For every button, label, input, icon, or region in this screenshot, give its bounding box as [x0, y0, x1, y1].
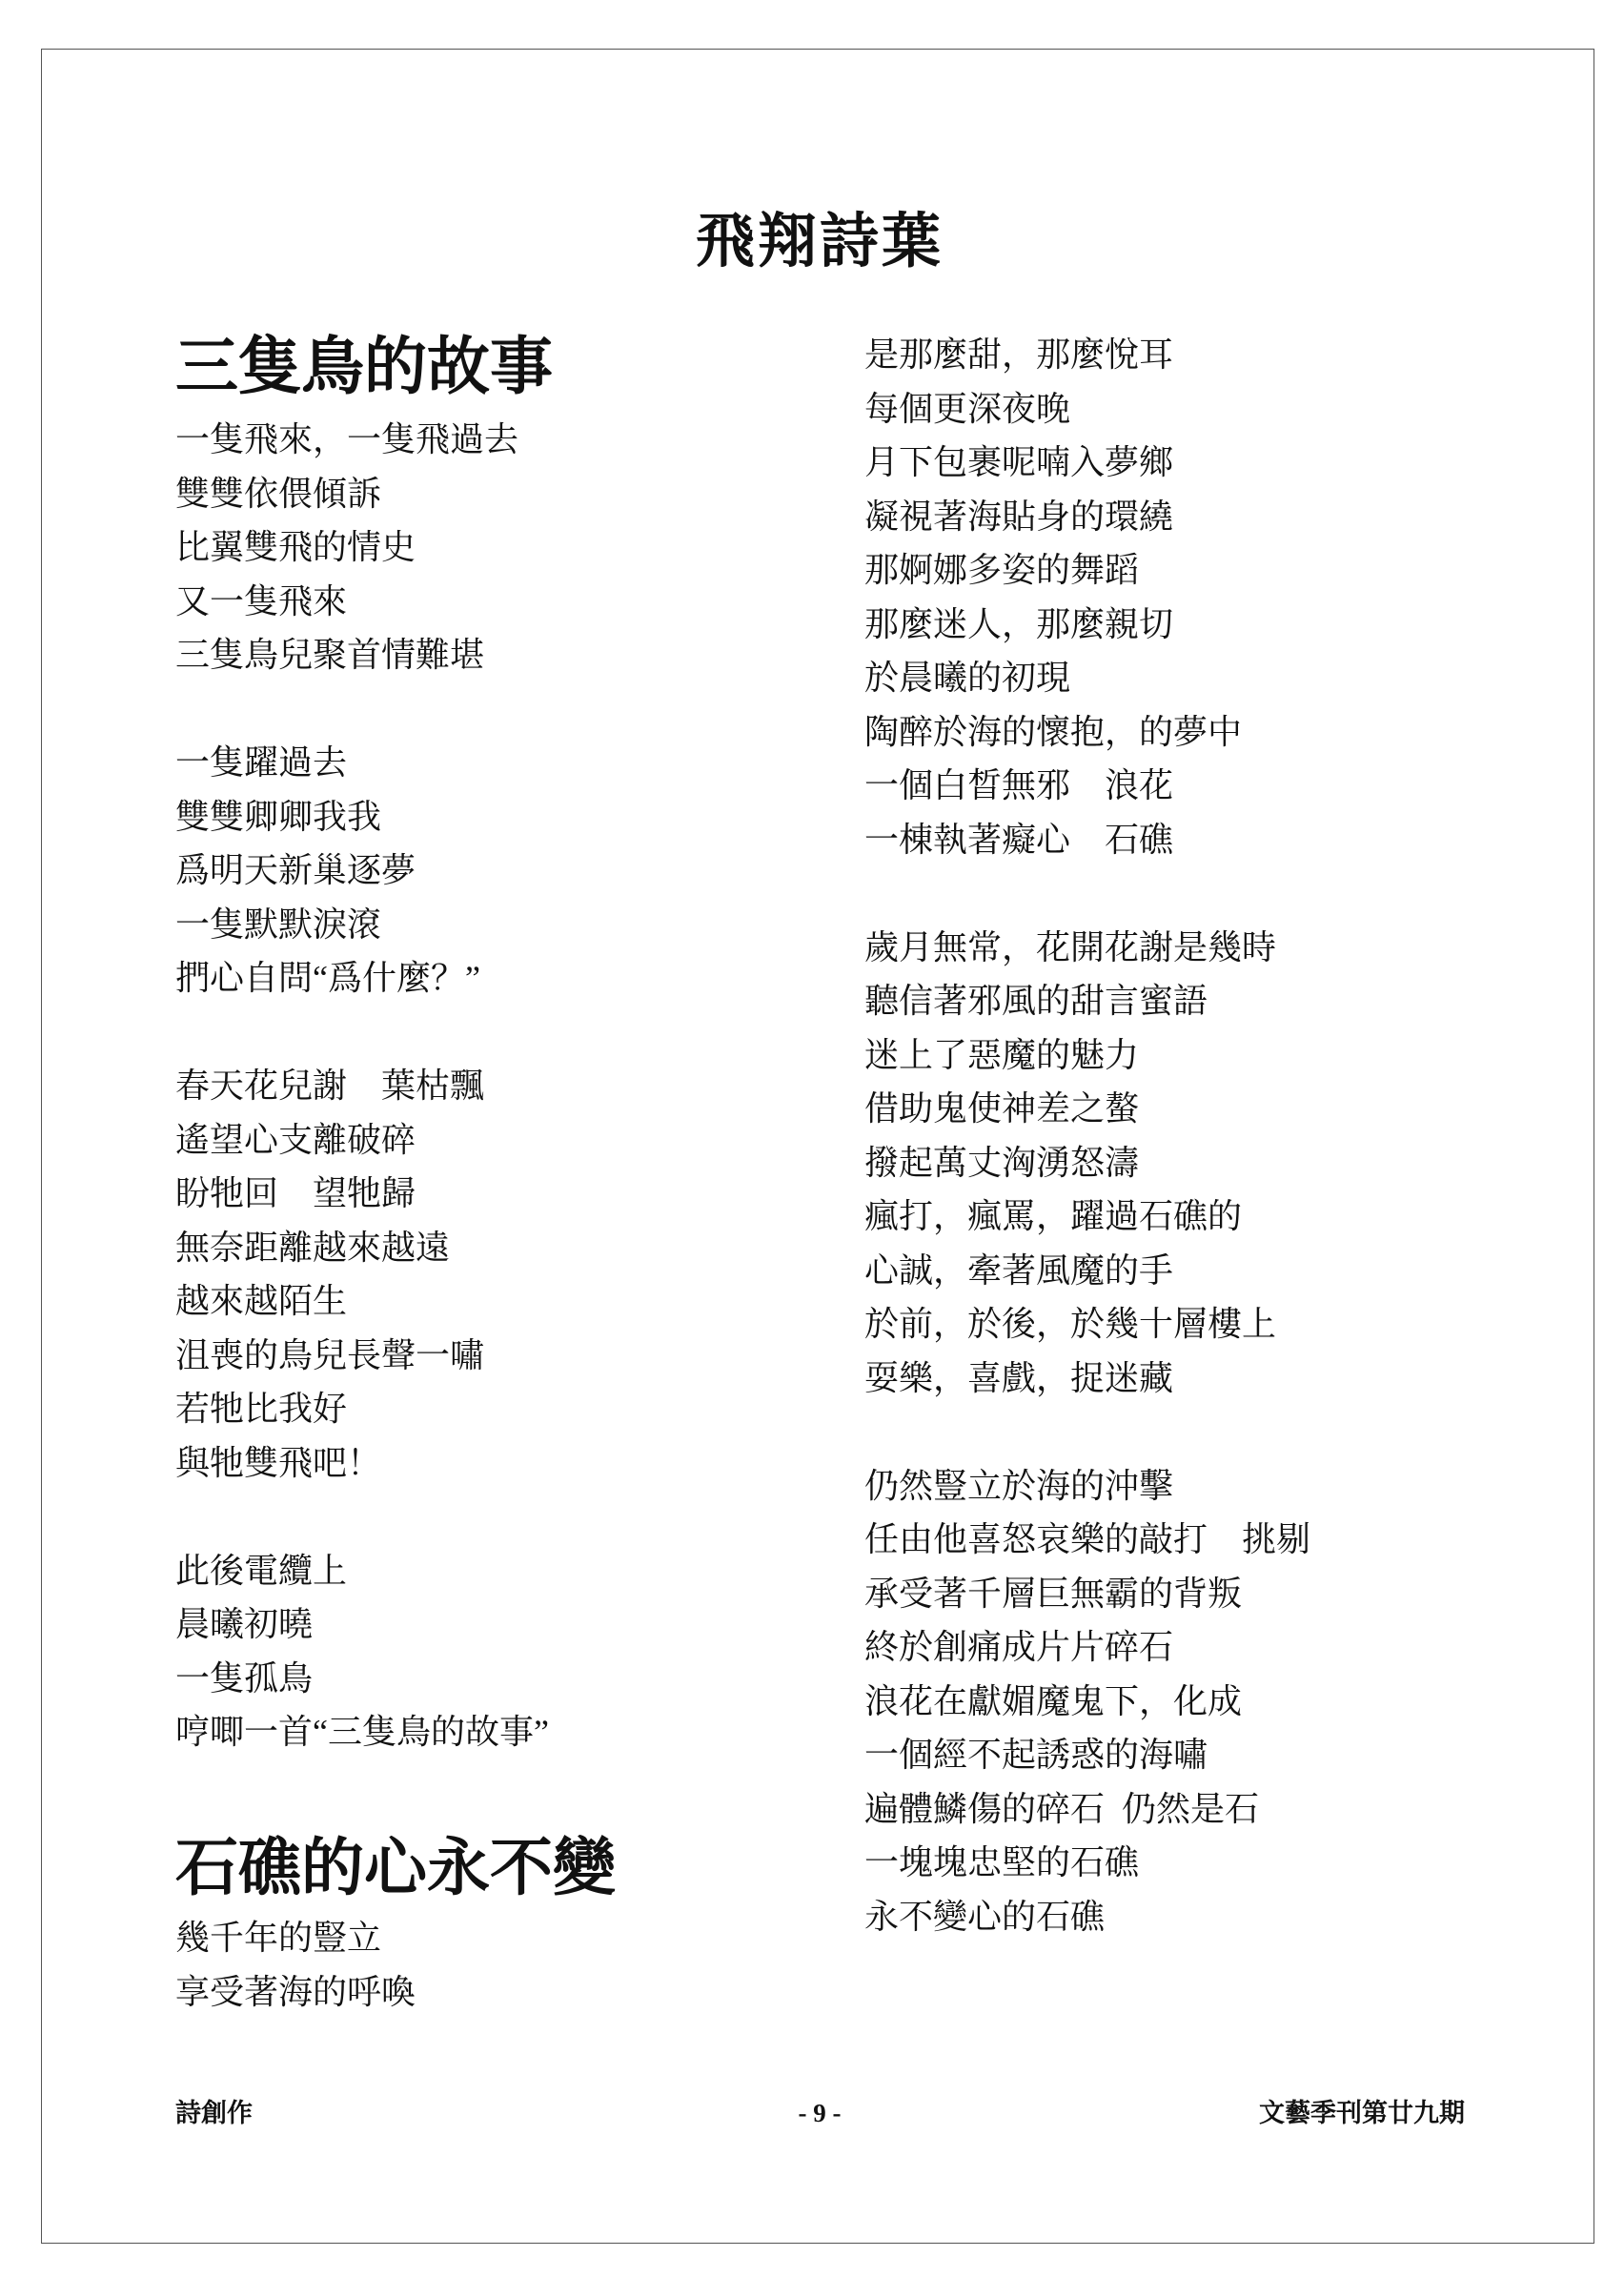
- stanza-break: [175, 682, 549, 737]
- poem-line: 越來越陌生: [175, 1282, 348, 1320]
- publication-name: 文藝季刊第廿九期: [1259, 2099, 1465, 2127]
- stanza-break: [864, 1405, 1310, 1459]
- poem-line: 是那麼甜，那麼悅耳: [864, 335, 1174, 374]
- poem-line: 任由他喜怒哀樂的敲打 挑剔: [864, 1520, 1311, 1558]
- poem-line: 晨曦初曉: [175, 1605, 314, 1643]
- poem-line: 借助鬼使神差之螯: [864, 1089, 1140, 1128]
- poem-line: 一隻默默淚滾: [175, 905, 382, 944]
- poem-line: 雙雙卿卿我我: [175, 797, 382, 836]
- footer-section-label: 詩創作: [175, 2099, 253, 2127]
- poem-line: 終於創痛成片片碎石: [864, 1628, 1174, 1666]
- poem-line: 哼唧一首“三隻鳥的故事”: [175, 1713, 549, 1751]
- poem-line: 仍然豎立於海的沖擊: [864, 1466, 1174, 1505]
- poem-line: 於前，於後，於幾十層樓上: [864, 1305, 1277, 1343]
- poem-line: 與牠雙飛吧！: [175, 1443, 382, 1482]
- poem-line: 瘋打，瘋罵，躍過石礁的: [864, 1197, 1243, 1235]
- poem-line: 一隻躍過去: [175, 743, 348, 782]
- poem-line: 每個更深夜晚: [864, 389, 1071, 428]
- poem-line: 撥起萬丈洶湧怒濤: [864, 1143, 1140, 1182]
- stanza-break: [175, 1006, 549, 1060]
- poem-line: 遍體鱗傷的碎石 仍然是石: [864, 1789, 1260, 1828]
- poem-line: 三隻鳥兒聚首情難堪: [175, 636, 485, 674]
- poem-body-right: [864, 328, 1310, 1943]
- stanza-break: [175, 1490, 549, 1544]
- poem-line: 無奈距離越來越遠: [175, 1228, 451, 1267]
- poem-line: 遙望心支離破碎: [175, 1120, 416, 1159]
- poem-line: 一棟執著癡心 石礁: [864, 820, 1174, 859]
- poem-line: 陶醉於海的懷抱，的夢中: [864, 712, 1243, 751]
- poem-line: 迷上了惡魔的魅力: [864, 1035, 1140, 1074]
- poem-line: 歲月無常，花開花謝是幾時: [864, 927, 1277, 966]
- poem-line: 那麼迷人，那麼親切: [864, 604, 1174, 643]
- poem-line: 幾千年的豎立: [175, 1919, 382, 1957]
- poem-line: 此後電纜上: [175, 1551, 348, 1590]
- stanza-break: [864, 866, 1310, 921]
- poem-line: 那婀娜多姿的舞蹈: [864, 551, 1140, 589]
- poem-line: 享受著海的呼喚: [175, 1972, 416, 2011]
- poem-line: 爲明天新巢逐夢: [175, 851, 416, 889]
- poem-line: 捫心自問“爲什麼？”: [175, 959, 480, 997]
- poem-title: 三隻鳥的故事: [175, 329, 553, 403]
- poem-line: 心誠，牽著風魔的手: [864, 1250, 1174, 1290]
- poem-line: 春天花兒謝 葉枯飄: [175, 1067, 485, 1105]
- poem-line: 一個經不起誘惑的海嘯: [864, 1736, 1208, 1774]
- poem-line: 比翼雙飛的情史: [175, 528, 416, 566]
- poem-line: 浪花在獻媚魔鬼下，化成: [864, 1681, 1243, 1720]
- poem-title: 石礁的心永不變: [175, 1830, 616, 1904]
- poem-line: 聽信著邪風的甜言蜜語: [864, 982, 1208, 1020]
- poem-line: 承受著千層巨無霸的背叛: [864, 1574, 1243, 1613]
- poem-line: 若牠比我好: [175, 1390, 348, 1428]
- poem-line: 凝視著海貼身的環繞: [864, 497, 1174, 536]
- page-title: 飛翔詩葉: [695, 206, 944, 275]
- poem-line: 又一隻飛來: [175, 581, 348, 620]
- poem-line: 永不變心的石礁: [864, 1897, 1106, 1936]
- poem-line: 一個白晳無邪 浪花: [864, 766, 1174, 804]
- poem-line: 沮喪的鳥兒長聲一嘯: [175, 1335, 485, 1374]
- poem-body-left: [175, 413, 549, 1759]
- poem-line: 於晨曦的初現: [864, 659, 1071, 697]
- poem-line: 一塊塊忠堅的石礁: [864, 1843, 1140, 1881]
- page-number: - 9 -: [798, 2099, 842, 2127]
- poem-line: 月下包裹呢喃入夢鄉: [864, 443, 1174, 481]
- poem-line: 雙雙依偎傾訴: [175, 474, 382, 513]
- poem-body-left-continued: [175, 1911, 416, 2019]
- poem-line: 一隻孤鳥: [175, 1658, 314, 1698]
- poem-line: 盼牠回 望牠歸: [175, 1174, 416, 1212]
- poem-line: 耍樂，喜戲，捉迷藏: [864, 1358, 1174, 1397]
- poem-line: 一隻飛來，一隻飛過去: [175, 420, 519, 458]
